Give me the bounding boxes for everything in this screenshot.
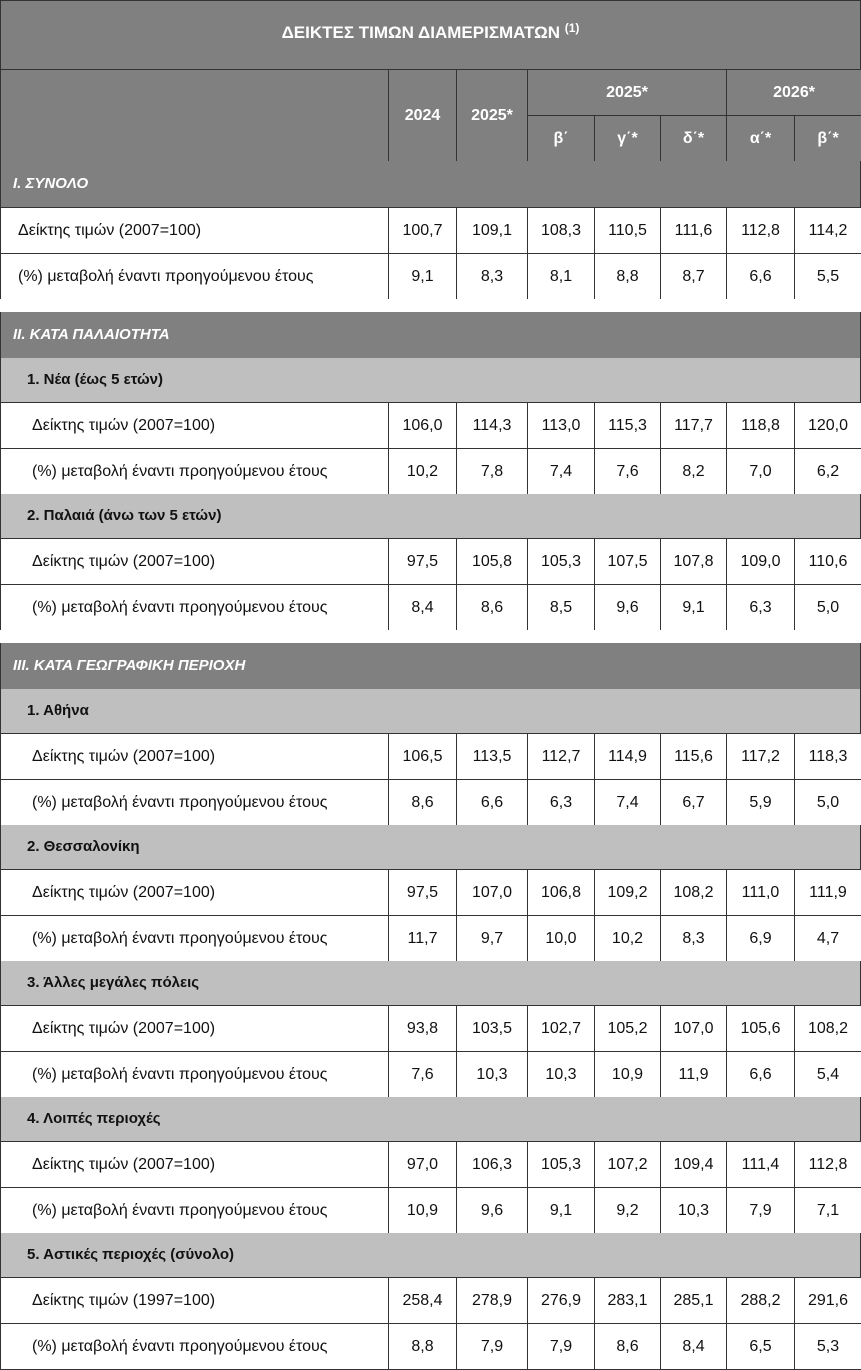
value-cell: 93,8 [389, 1006, 457, 1052]
value-cell: 8,3 [661, 916, 727, 962]
table-row [1, 208, 861, 254]
value-cell: 105,8 [457, 539, 528, 585]
value-cell: 107,5 [595, 539, 661, 585]
value-cell: 113,5 [457, 734, 528, 780]
value-cell: 7,6 [389, 1052, 457, 1098]
table-title-bar [0, 0, 861, 69]
header-2025-annual: 2025* [457, 70, 528, 162]
value-cell: 118,8 [727, 403, 795, 449]
value-cell: 100,7 [389, 208, 457, 254]
header-group-2025: 2025* [528, 70, 727, 116]
header-group-2026: 2026* [727, 70, 861, 116]
value-cell: 105,2 [595, 1006, 661, 1052]
value-cell: 6,3 [528, 780, 595, 826]
value-cell: 97,5 [389, 870, 457, 916]
header-q-2026-a: α΄* [727, 116, 795, 162]
value-cell: 110,5 [595, 208, 661, 254]
value-cell: 6,7 [661, 780, 727, 826]
value-cell: 8,1 [528, 254, 595, 300]
value-cell: 10,9 [595, 1052, 661, 1098]
value-cell: 6,9 [727, 916, 795, 962]
table-row-wrapper [0, 1141, 861, 1188]
table-row-wrapper [0, 915, 861, 962]
value-cell: 7,4 [595, 780, 661, 826]
value-cell: 283,1 [595, 1278, 661, 1324]
value-cell: 9,2 [595, 1188, 661, 1234]
value-cell: 109,2 [595, 870, 661, 916]
value-cell: 113,0 [528, 403, 595, 449]
value-cell: 108,3 [528, 208, 595, 254]
subsection-header: 1. Αθήνα [0, 689, 861, 733]
value-cell: 7,6 [595, 449, 661, 495]
value-cell: 117,7 [661, 403, 727, 449]
table-row [1, 254, 861, 300]
table-row [1, 539, 861, 585]
value-cell: 106,5 [389, 734, 457, 780]
row-label: Δείκτης τιμών (2007=100) [1, 870, 389, 916]
value-cell: 5,0 [795, 780, 861, 826]
table-row [1, 403, 861, 449]
table-row-wrapper [0, 1051, 861, 1098]
value-cell: 5,4 [795, 1052, 861, 1098]
value-cell: 97,5 [389, 539, 457, 585]
value-cell: 10,2 [389, 449, 457, 495]
table-row [1, 870, 861, 916]
row-label: (%) μεταβολή έναντι προηγούμενου έτους [1, 1052, 389, 1098]
subsection-header: 3. Άλλες μεγάλες πόλεις [0, 961, 861, 1005]
value-cell: 8,6 [457, 585, 528, 631]
table-row [1, 1006, 861, 1052]
row-label: Δείκτης τιμών (2007=100) [1, 208, 389, 254]
value-cell: 111,9 [795, 870, 861, 916]
page-title [1, 21, 860, 43]
value-cell: 9,7 [457, 916, 528, 962]
value-cell: 109,0 [727, 539, 795, 585]
value-cell: 8,6 [595, 1324, 661, 1370]
value-cell: 8,8 [595, 254, 661, 300]
value-cell: 7,8 [457, 449, 528, 495]
value-cell: 105,6 [727, 1006, 795, 1052]
subsection-header: 4. Λοιπές περιοχές [0, 1097, 861, 1141]
value-cell: 107,0 [457, 870, 528, 916]
value-cell: 7,9 [457, 1324, 528, 1370]
table-row [1, 1052, 861, 1098]
table-row [1, 734, 861, 780]
row-label: Δείκτης τιμών (2007=100) [1, 1142, 389, 1188]
value-cell: 285,1 [661, 1278, 727, 1324]
value-cell: 109,4 [661, 1142, 727, 1188]
section-spacer [0, 630, 861, 643]
value-cell: 6,6 [727, 1052, 795, 1098]
value-cell: 5,3 [795, 1324, 861, 1370]
value-cell: 7,9 [528, 1324, 595, 1370]
column-header [0, 69, 861, 162]
value-cell: 10,3 [528, 1052, 595, 1098]
value-cell: 276,9 [528, 1278, 595, 1324]
value-cell: 107,2 [595, 1142, 661, 1188]
value-cell: 106,0 [389, 403, 457, 449]
value-cell: 5,9 [727, 780, 795, 826]
subsection-header: 2. Θεσσαλονίκη [0, 825, 861, 869]
value-cell: 6,3 [727, 585, 795, 631]
section-spacer [0, 299, 861, 312]
value-cell: 10,3 [661, 1188, 727, 1234]
value-cell: 105,3 [528, 539, 595, 585]
value-cell: 111,4 [727, 1142, 795, 1188]
value-cell: 112,8 [727, 208, 795, 254]
value-cell: 9,6 [457, 1188, 528, 1234]
row-label: Δείκτης τιμών (2007=100) [1, 734, 389, 780]
value-cell: 7,1 [795, 1188, 861, 1234]
value-cell: 6,5 [727, 1324, 795, 1370]
value-cell: 102,7 [528, 1006, 595, 1052]
header-2024: 2024 [389, 70, 457, 162]
header-q-2025-c: γ΄* [595, 116, 661, 162]
table-row-wrapper [0, 584, 861, 631]
table-row [1, 1188, 861, 1234]
header-q-2025-d: δ΄* [661, 116, 727, 162]
table-row-wrapper [0, 1005, 861, 1052]
value-cell: 111,6 [661, 208, 727, 254]
value-cell: 8,4 [389, 585, 457, 631]
value-cell: 288,2 [727, 1278, 795, 1324]
row-label: (%) μεταβολή έναντι προηγούμενου έτους [1, 1188, 389, 1234]
value-cell: 7,4 [528, 449, 595, 495]
row-label: (%) μεταβολή έναντι προηγούμενου έτους [1, 916, 389, 962]
value-cell: 112,8 [795, 1142, 861, 1188]
table-row-wrapper [0, 869, 861, 916]
value-cell: 114,9 [595, 734, 661, 780]
header-label-cell [1, 70, 389, 162]
subsection-header: 5. Αστικές περιοχές (σύνολο) [0, 1233, 861, 1277]
value-cell: 109,1 [457, 208, 528, 254]
table-row-wrapper [0, 402, 861, 449]
table-row-wrapper [0, 538, 861, 585]
value-cell: 118,3 [795, 734, 861, 780]
value-cell: 291,6 [795, 1278, 861, 1324]
value-cell: 8,2 [661, 449, 727, 495]
value-cell: 117,2 [727, 734, 795, 780]
header-q-2026-b: β΄* [795, 116, 861, 162]
value-cell: 105,3 [528, 1142, 595, 1188]
table-row [1, 1142, 861, 1188]
value-cell: 9,1 [661, 585, 727, 631]
value-cell: 103,5 [457, 1006, 528, 1052]
value-cell: 115,3 [595, 403, 661, 449]
table-row [1, 449, 861, 495]
value-cell: 106,8 [528, 870, 595, 916]
value-cell: 9,1 [528, 1188, 595, 1234]
value-cell: 112,7 [528, 734, 595, 780]
title-text: ΔΕΙΚΤΕΣ ΤΙΜΩΝ ΔΙΑΜΕΡΙΣΜΑΤΩΝ [282, 23, 560, 42]
row-label: Δείκτης τιμών (2007=100) [1, 1006, 389, 1052]
value-cell: 10,0 [528, 916, 595, 962]
subsection-header: 1. Νέα (έως 5 ετών) [0, 358, 861, 402]
table-row-wrapper [0, 253, 861, 300]
value-cell: 11,7 [389, 916, 457, 962]
value-cell: 97,0 [389, 1142, 457, 1188]
row-label: (%) μεταβολή έναντι προηγούμενου έτους [1, 585, 389, 631]
header-q-2025-b: β΄ [528, 116, 595, 162]
table-row-wrapper [0, 1187, 861, 1234]
value-cell: 8,3 [457, 254, 528, 300]
value-cell: 10,2 [595, 916, 661, 962]
row-label: Δείκτης τιμών (2007=100) [1, 403, 389, 449]
value-cell: 108,2 [661, 870, 727, 916]
row-label: Δείκτης τιμών (2007=100) [1, 539, 389, 585]
table-row-wrapper [0, 448, 861, 495]
value-cell: 8,6 [389, 780, 457, 826]
value-cell: 6,6 [457, 780, 528, 826]
value-cell: 8,4 [661, 1324, 727, 1370]
value-cell: 107,8 [661, 539, 727, 585]
value-cell: 11,9 [661, 1052, 727, 1098]
value-cell: 9,1 [389, 254, 457, 300]
table-row [1, 585, 861, 631]
row-label: Δείκτης τιμών (1997=100) [1, 1278, 389, 1324]
value-cell: 8,5 [528, 585, 595, 631]
value-cell: 108,2 [795, 1006, 861, 1052]
table-row-wrapper [0, 207, 861, 254]
value-cell: 278,9 [457, 1278, 528, 1324]
value-cell: 106,3 [457, 1142, 528, 1188]
table-row-wrapper [0, 733, 861, 780]
value-cell: 6,2 [795, 449, 861, 495]
table-row [1, 780, 861, 826]
value-cell: 107,0 [661, 1006, 727, 1052]
value-cell: 10,3 [457, 1052, 528, 1098]
value-cell: 258,4 [389, 1278, 457, 1324]
row-label: (%) μεταβολή έναντι προηγούμενου έτους [1, 254, 389, 300]
value-cell: 9,6 [595, 585, 661, 631]
section-header: Ι. ΣΥΝΟΛΟ [0, 161, 861, 207]
value-cell: 120,0 [795, 403, 861, 449]
row-label: (%) μεταβολή έναντι προηγούμενου έτους [1, 1324, 389, 1370]
value-cell: 4,7 [795, 916, 861, 962]
table-row-wrapper [0, 1323, 861, 1370]
value-cell: 115,6 [661, 734, 727, 780]
value-cell: 7,0 [727, 449, 795, 495]
value-cell: 111,0 [727, 870, 795, 916]
value-cell: 110,6 [795, 539, 861, 585]
value-cell: 8,8 [389, 1324, 457, 1370]
value-cell: 114,2 [795, 208, 861, 254]
table-row [1, 1278, 861, 1324]
subsection-header: 2. Παλαιά (άνω των 5 ετών) [0, 494, 861, 538]
table-row [1, 1324, 861, 1370]
value-cell: 114,3 [457, 403, 528, 449]
table-row-wrapper [0, 1277, 861, 1324]
row-label: (%) μεταβολή έναντι προηγούμενου έτους [1, 449, 389, 495]
section-header: ΙΙ. ΚΑΤΑ ΠΑΛΑΙΟΤΗΤΑ [0, 312, 861, 358]
value-cell: 5,0 [795, 585, 861, 631]
title-footnote-marker: (1) [565, 21, 580, 35]
section-header: ΙΙΙ. ΚΑΤΑ ΓΕΩΓΡΑΦΙΚΗ ΠΕΡΙΟΧΗ [0, 643, 861, 689]
value-cell: 10,9 [389, 1188, 457, 1234]
value-cell: 7,9 [727, 1188, 795, 1234]
value-cell: 6,6 [727, 254, 795, 300]
row-label: (%) μεταβολή έναντι προηγούμενου έτους [1, 780, 389, 826]
value-cell: 8,7 [661, 254, 727, 300]
table-row [1, 916, 861, 962]
table-row-wrapper [0, 779, 861, 826]
value-cell: 5,5 [795, 254, 861, 300]
